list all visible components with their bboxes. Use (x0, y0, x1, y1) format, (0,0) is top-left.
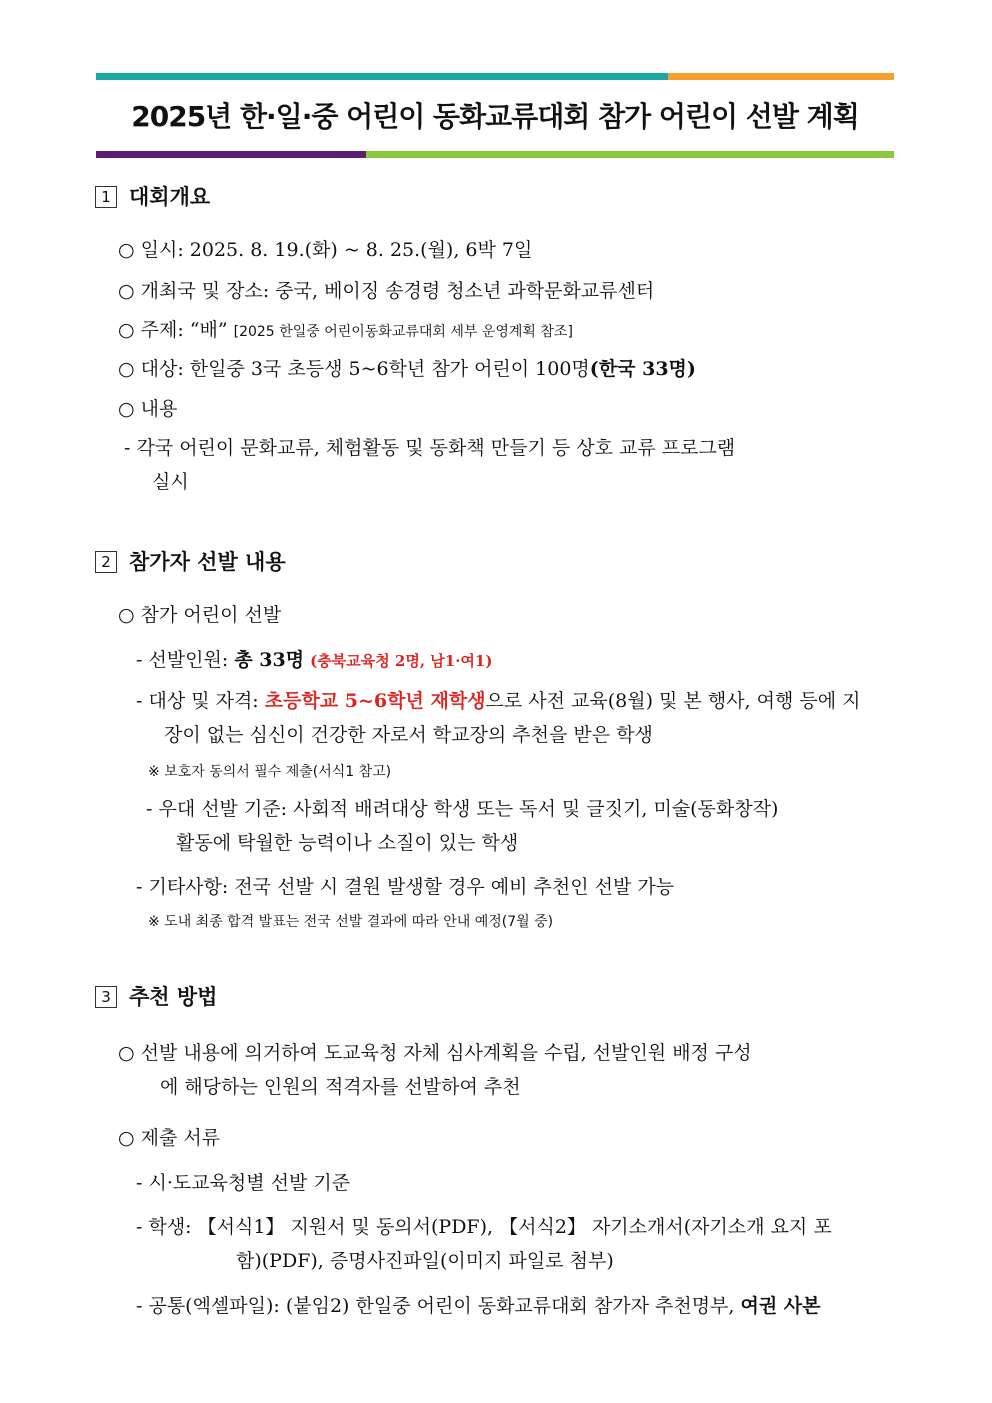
section-2-title: 참가자 선발 내용 (129, 550, 286, 574)
s2-eligibility: - 대상 및 자격: 초등학교 5~6학년 재학생으로 사전 교육(8월) 및 본 행사, 여행 등에 지 (136, 690, 861, 712)
section-3-number: 3 (95, 986, 117, 1008)
s3-method: ○ 선발 내용에 의거하여 도교육청 자체 심사계획을 수립, 선발인원 배정 구성 (118, 1039, 752, 1067)
section-1-title: 대회개요 (129, 185, 211, 209)
s3-docs-common: - 공통(엑셀파일): (붙임2) 한일중 어린이 동화교류대회 참가자 추천명부, 여권 사본 (136, 1295, 821, 1317)
s1-theme: ○ 주제: “배” [2025 한일중 어린이동화교류대회 세부 운영계획 참조] (118, 316, 573, 346)
bottom-bar-green (366, 151, 894, 158)
section-3-heading (95, 983, 217, 1011)
s1-content: ○ 내용 (118, 395, 177, 423)
page-title: 2025년 한·일·중 어린이 동화교류대회 참가 어린이 선발 계획 (131, 100, 859, 133)
section-1-heading (95, 183, 210, 211)
section-1-number: 1 (95, 186, 117, 208)
s3-method-cont: 에 해당하는 인원의 적격자를 선발하여 추천 (160, 1076, 521, 1098)
s2-select: ○ 참가 어린이 선발 (118, 601, 281, 629)
s3-docs-criteria: - 시·도교육청별 선발 기준 (136, 1172, 351, 1194)
s1-theme-ref: [2025 한일중 어린이동화교류대회 세부 운영계획 참조] (233, 324, 573, 340)
top-bar-teal (96, 73, 668, 80)
s1-venue: ○ 개최국 및 장소: 중국, 베이징 송경령 청소년 과학문화교류센터 (118, 277, 654, 305)
s1-date: ○ 일시: 2025. 8. 19.(화) ~ 8. 25.(월), 6박 7일 (118, 236, 532, 264)
section-2-number: 2 (95, 551, 117, 573)
section-2-heading (95, 548, 286, 576)
s1-target: ○ 대상: 한일중 3국 초등생 5~6학년 참가 어린이 100명(한국 33명) (118, 355, 696, 383)
bullet-icon: ○ (118, 239, 135, 261)
bullet-icon: ○ (118, 358, 135, 380)
bullet-icon: ○ (118, 319, 135, 341)
bullet-icon: ○ (118, 1127, 135, 1149)
section-3-title: 추천 방법 (129, 985, 218, 1009)
s1-content-detail-cont: 실시 (152, 471, 189, 493)
s3-docs-student: - 학생: 【서식1】 지원서 및 동의서(PDF), 【서식2】 자기소개서(자기소개 요지 포 (136, 1216, 832, 1238)
top-bar-orange (668, 73, 894, 80)
bullet-icon: ○ (118, 398, 135, 420)
bottom-bar-purple (96, 151, 366, 158)
s2-preference: - 우대 선발 기준: 사회적 배려대상 학생 또는 독서 및 글짓기, 미술(동화창작) (146, 798, 779, 820)
s2-note-guardian: ※ 보호자 동의서 필수 제출(서식1 참고) (148, 764, 392, 780)
s1-content-detail: - 각국 어린이 문화교류, 체험활동 및 동화책 만들기 등 상호 교류 프로그램 (124, 437, 736, 459)
s2-note-result: ※ 도내 최종 합격 발표는 전국 선발 결과에 따라 안내 예정(7월 중) (148, 914, 554, 930)
s3-docs-student-cont: 함)(PDF), 증명사진파일(이미지 파일로 첨부) (236, 1250, 614, 1272)
s2-eligibility-cont: 장이 없는 심신이 건강한 자로서 학교장의 추천을 받은 학생 (164, 724, 653, 746)
s2-preference-cont: 활동에 탁월한 능력이나 소질이 있는 학생 (176, 832, 519, 854)
bullet-icon: ○ (118, 1042, 135, 1064)
s2-count: - 선발인원: 총 33명 (충북교육청 2명, 남1·여1) (136, 649, 493, 671)
s2-etc: - 기타사항: 전국 선발 시 결원 발생할 경우 예비 추천인 선발 가능 (136, 876, 675, 898)
s3-docs: ○ 제출 서류 (118, 1124, 220, 1152)
bullet-icon: ○ (118, 604, 135, 626)
bullet-icon: ○ (118, 280, 135, 302)
